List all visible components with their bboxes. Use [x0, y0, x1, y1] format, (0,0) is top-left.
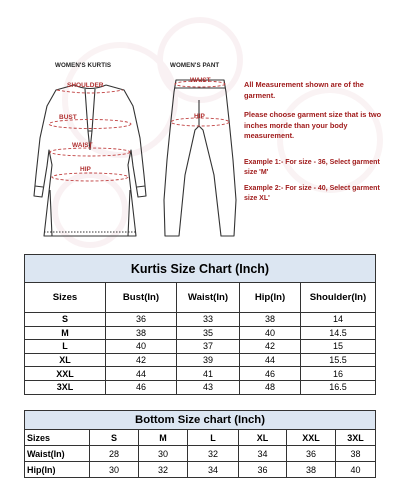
- bottom-cell: 38: [336, 446, 376, 462]
- kurtis-cell: 15.5: [301, 353, 376, 367]
- bottom-header-s: S: [90, 430, 139, 446]
- bottom-cell: 36: [239, 462, 287, 478]
- kurtis-cell: 38: [106, 326, 177, 340]
- kurtis-cell: 35: [177, 326, 240, 340]
- table-row: [25, 340, 376, 354]
- kurtis-cell: 3XL: [25, 380, 106, 394]
- kurtis-cell: 16.5: [301, 380, 376, 394]
- pant-title: WOMEN'S PANT: [170, 62, 220, 69]
- bottom-cell: 34: [239, 446, 287, 462]
- bottom-header-l: L: [188, 430, 239, 446]
- bottom-header-m: M: [139, 430, 188, 446]
- kurtis-cell: 40: [106, 340, 177, 354]
- bottom-table-title-row: [25, 411, 376, 430]
- note-size-advice: Please choose garment size that is two inches morde than your body measurement.: [244, 110, 382, 140]
- note-example-2: Example 2:- For size - 40, Select garment size XL': [244, 184, 380, 202]
- kurtis-table-title-row: [25, 255, 376, 283]
- kurti-bust-label: BUST: [59, 114, 77, 121]
- bottom-cell: 30: [139, 446, 188, 462]
- kurtis-table-header-row: [25, 283, 376, 313]
- kurtis-cell: 46: [240, 367, 301, 381]
- kurtis-size-table: [24, 254, 376, 395]
- pant-waist-label: WAIST: [190, 77, 211, 84]
- note-garment-measurement: All Measurement shown are of the garment.: [244, 80, 364, 100]
- table-row: [25, 462, 376, 478]
- table-row: [25, 367, 376, 381]
- note-example-1: Example 1:- For size - 36, Select garment size 'M': [244, 158, 380, 176]
- kurtis-cell: 43: [177, 380, 240, 394]
- bottom-cell: 36: [287, 446, 336, 462]
- kurtis-cell: 36: [106, 313, 177, 327]
- kurtis-cell: 38: [240, 313, 301, 327]
- kurtis-cell: 46: [106, 380, 177, 394]
- kurti-title: WOMEN'S KURTIS: [55, 62, 112, 69]
- kurtis-header-hip: Hip(In): [240, 283, 301, 313]
- table-row: [25, 446, 376, 462]
- bottom-table-header-row: [25, 430, 376, 446]
- kurtis-cell: 41: [177, 367, 240, 381]
- kurtis-cell: 14.5: [301, 326, 376, 340]
- bottom-header-3xl: 3XL: [336, 430, 376, 446]
- bottom-cell: 40: [336, 462, 376, 478]
- kurtis-header-shoulder: Shoulder(In): [301, 283, 376, 313]
- kurtis-cell: S: [25, 313, 106, 327]
- bottom-header-sizes: Sizes: [25, 430, 90, 446]
- kurti-waist-label: WAIST: [72, 142, 93, 149]
- bottom-cell: 38: [287, 462, 336, 478]
- measurement-notes: [244, 80, 394, 210]
- bottom-cell: 32: [139, 462, 188, 478]
- kurtis-cell: 42: [106, 353, 177, 367]
- kurtis-cell: 48: [240, 380, 301, 394]
- table-row: [25, 380, 376, 394]
- kurtis-cell: 15: [301, 340, 376, 354]
- kurtis-cell: 16: [301, 367, 376, 381]
- kurtis-cell: 42: [240, 340, 301, 354]
- bottom-header-xxl: XXL: [287, 430, 336, 446]
- kurtis-cell: 44: [106, 367, 177, 381]
- kurtis-header-bust: Bust(In): [106, 283, 177, 313]
- kurtis-cell: L: [25, 340, 106, 354]
- kurtis-header-sizes: Sizes: [25, 283, 106, 313]
- kurtis-cell: M: [25, 326, 106, 340]
- table-row: [25, 313, 376, 327]
- pant-hip-label: HIP: [194, 113, 205, 120]
- kurtis-header-waist: Waist(In): [177, 283, 240, 313]
- bottom-cell: Hip(In): [25, 462, 90, 478]
- bottom-size-table: [24, 410, 376, 478]
- kurti-shoulder-label: SHOULDER: [67, 82, 104, 89]
- kurtis-cell: 40: [240, 326, 301, 340]
- kurtis-cell: 14: [301, 313, 376, 327]
- bottom-cell: Waist(In): [25, 446, 90, 462]
- kurtis-cell: 33: [177, 313, 240, 327]
- kurtis-cell: XL: [25, 353, 106, 367]
- bottom-header-xl: XL: [239, 430, 287, 446]
- table-row: [25, 353, 376, 367]
- kurtis-cell: XXL: [25, 367, 106, 381]
- kurti-hip-label: HIP: [80, 166, 91, 173]
- table-row: [25, 326, 376, 340]
- bottom-cell: 30: [90, 462, 139, 478]
- kurtis-cell: 44: [240, 353, 301, 367]
- bottom-table-title: Bottom Size chart (Inch): [25, 411, 376, 430]
- bottom-cell: 34: [188, 462, 239, 478]
- kurti-outline: [34, 85, 146, 236]
- bottom-cell: 32: [188, 446, 239, 462]
- kurtis-cell: 39: [177, 353, 240, 367]
- kurtis-cell: 37: [177, 340, 240, 354]
- kurtis-table-title: Kurtis Size Chart (Inch): [25, 255, 376, 283]
- bottom-cell: 28: [90, 446, 139, 462]
